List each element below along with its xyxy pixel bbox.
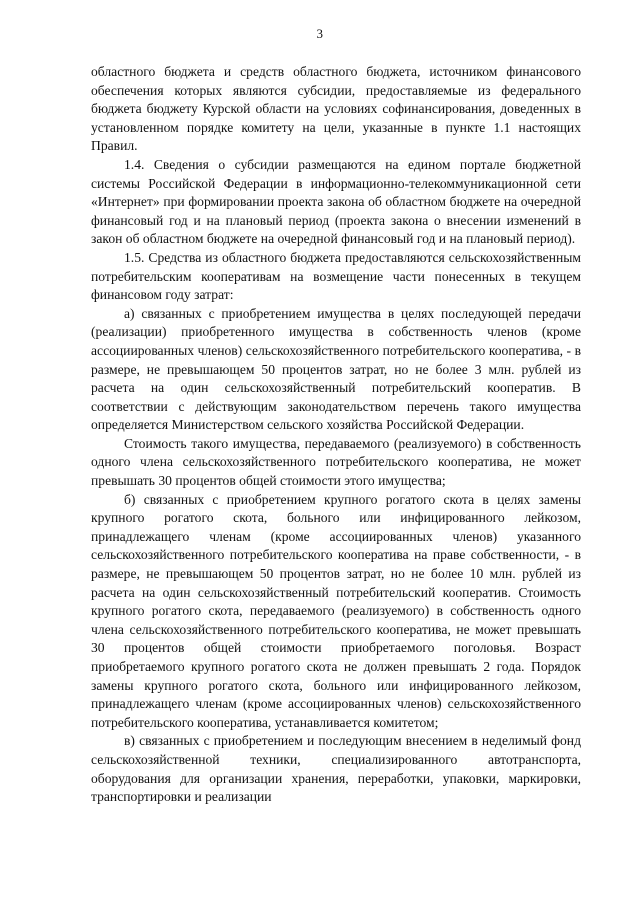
paragraph: Стоимость такого имущества, передаваемого (реализуемого) в собственность одного члена сельскохозяйственного потребительского кооператива, не может превышать 30 процентов общей стоимости этого имущества; [91,435,581,489]
document-body [91,63,581,807]
page-number: 3 [316,26,324,41]
paragraph: а) связанных с приобретением имущества в целях последующей передачи (реализации) приобретенного имущества в собственность членов (кроме ассоциированных членов) сельскохозяйственного потребительского кооператива, - в размере, не превышающем 50 процентов затрат, но не более 3 млн. рублей из расчета на один сельскохозяйственный потребительский кооператив. В соответствии с действующим законодательством перечень такого имущества определяется Министерством сельского хозяйства Российской Федерации. [91,305,581,433]
paragraph: областного бюджета и средств областного бюджета, источником финансового обеспечения которых являются субсидии, предоставляемые из федерального бюджета бюджету Курской области на условиях софинансирования, доведенных в установленном порядке комитету на цели, указанные в пункте 1.1 настоящих Правил. [91,64,581,154]
paragraph: в) связанных с приобретением и последующим внесением в неделимый фонд сельскохозяйственной техники, специализированного автотранспорта, оборудования для организации хранения, переработки, упаковки, маркировки, транспортировки и реализации [91,733,581,805]
paragraph: б) связанных с приобретением крупного рогатого скота в целях замены крупного рогатого скота, больного или инфицированного лейкозом, принадлежащего членам (кроме ассоциированных членов) указанного сельскохозяйственного потребительского кооператива на праве собственности, - в размере, не превышающем 50 процентов затрат, но не более 10 млн. рублей из расчета на один сельскохозяйственный потребительский кооператив. Стоимость крупного рогатого скота, передаваемого (реализуемого) в собственность одного члена сельскохозяйственного потребительского кооператива, не может превышать 30 процентов общей стоимости приобретаемого поголовья. Возраст приобретаемого крупного рогатого скота не должен превышать 2 года. Порядок замены крупного рогатого скота, больного или инфицированного лейкозом, принадлежащего членам (кроме ассоциированных членов) сельскохозяйственного потребительского кооператива, устанавливается комитетом; [91,491,581,730]
paragraph: 1.5. Средства из областного бюджета предоставляются сельскохозяйственным потребительским кооперативам на возмещение части понесенных в текущем финансовом году затрат: [91,249,581,303]
paragraph: 1.4. Сведения о субсидии размещаются на едином портале бюджетной системы Российской Федерации в информационно-телекоммуникационной сети «Интернет» при формировании проекта закона об областном бюджете на очередной финансовый год и на плановый период (проекта закона о внесении изменений в закон об областном бюджете на очередной финансовый год и на плановый период). [91,156,581,247]
